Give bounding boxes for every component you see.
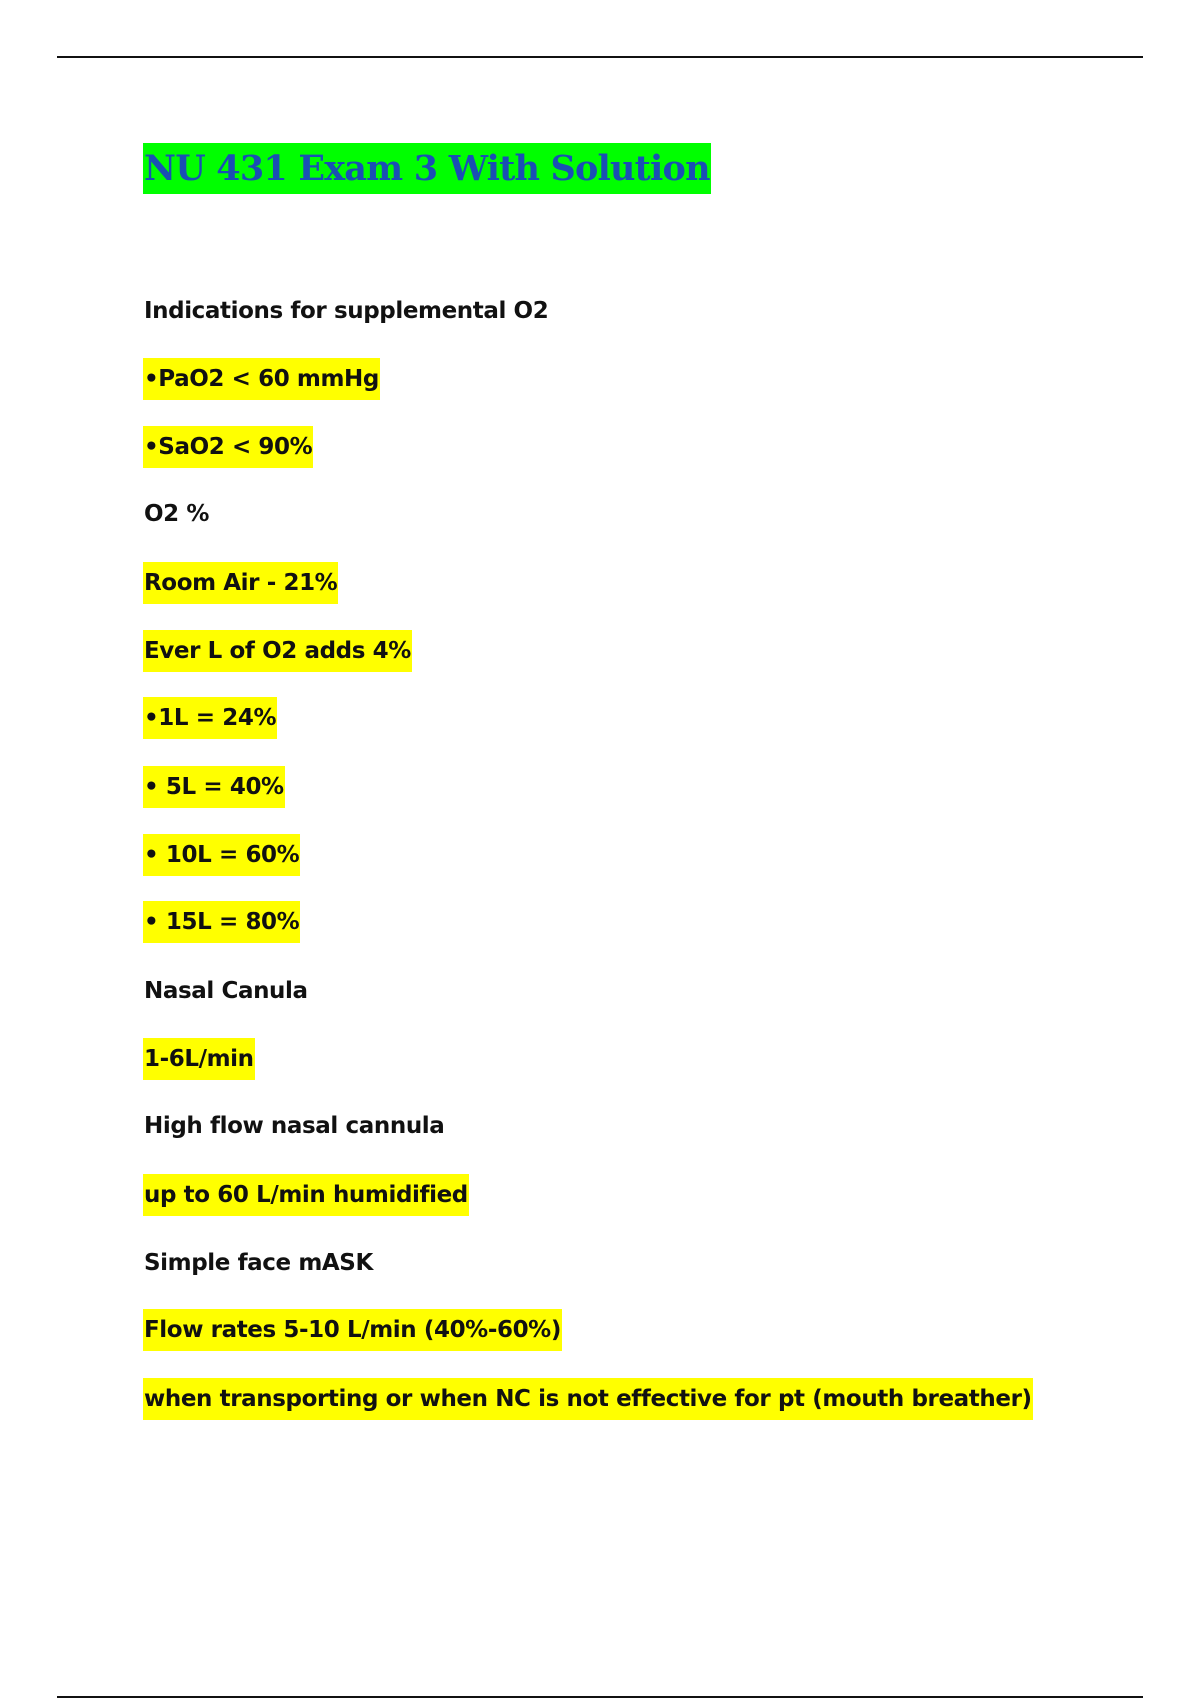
doc-line-3: O2 % [144, 501, 210, 527]
doc-line-14: Simple face mASK [144, 1250, 373, 1276]
doc-line-2: •SaO2 < 90% [143, 426, 313, 468]
doc-line-15: Flow rates 5-10 L/min (40%-60%) [143, 1309, 562, 1351]
doc-line-12: High flow nasal cannula [144, 1113, 445, 1139]
doc-line-13: up to 60 L/min humidified [143, 1174, 469, 1216]
top-rule [57, 56, 1143, 58]
doc-line-8: • 10L = 60% [143, 834, 300, 876]
doc-line-6: •1L = 24% [143, 697, 277, 739]
doc-line-4: Room Air - 21% [143, 562, 338, 604]
doc-line-10: Nasal Canula [144, 978, 308, 1004]
doc-line-7: • 5L = 40% [143, 766, 285, 808]
doc-line-16: when transporting or when NC is not effective for pt (mouth breather) [143, 1378, 1033, 1420]
doc-line-1: •PaO2 < 60 mmHg [143, 358, 380, 400]
document-title: NU 431 Exam 3 With Solution [143, 143, 711, 194]
doc-line-11: 1-6L/min [143, 1038, 255, 1080]
bottom-rule [57, 1696, 1143, 1698]
doc-line-5: Ever L of O2 adds 4% [143, 630, 412, 672]
doc-line-0: Indications for supplemental O2 [144, 298, 549, 324]
doc-line-9: • 15L = 80% [143, 901, 300, 943]
